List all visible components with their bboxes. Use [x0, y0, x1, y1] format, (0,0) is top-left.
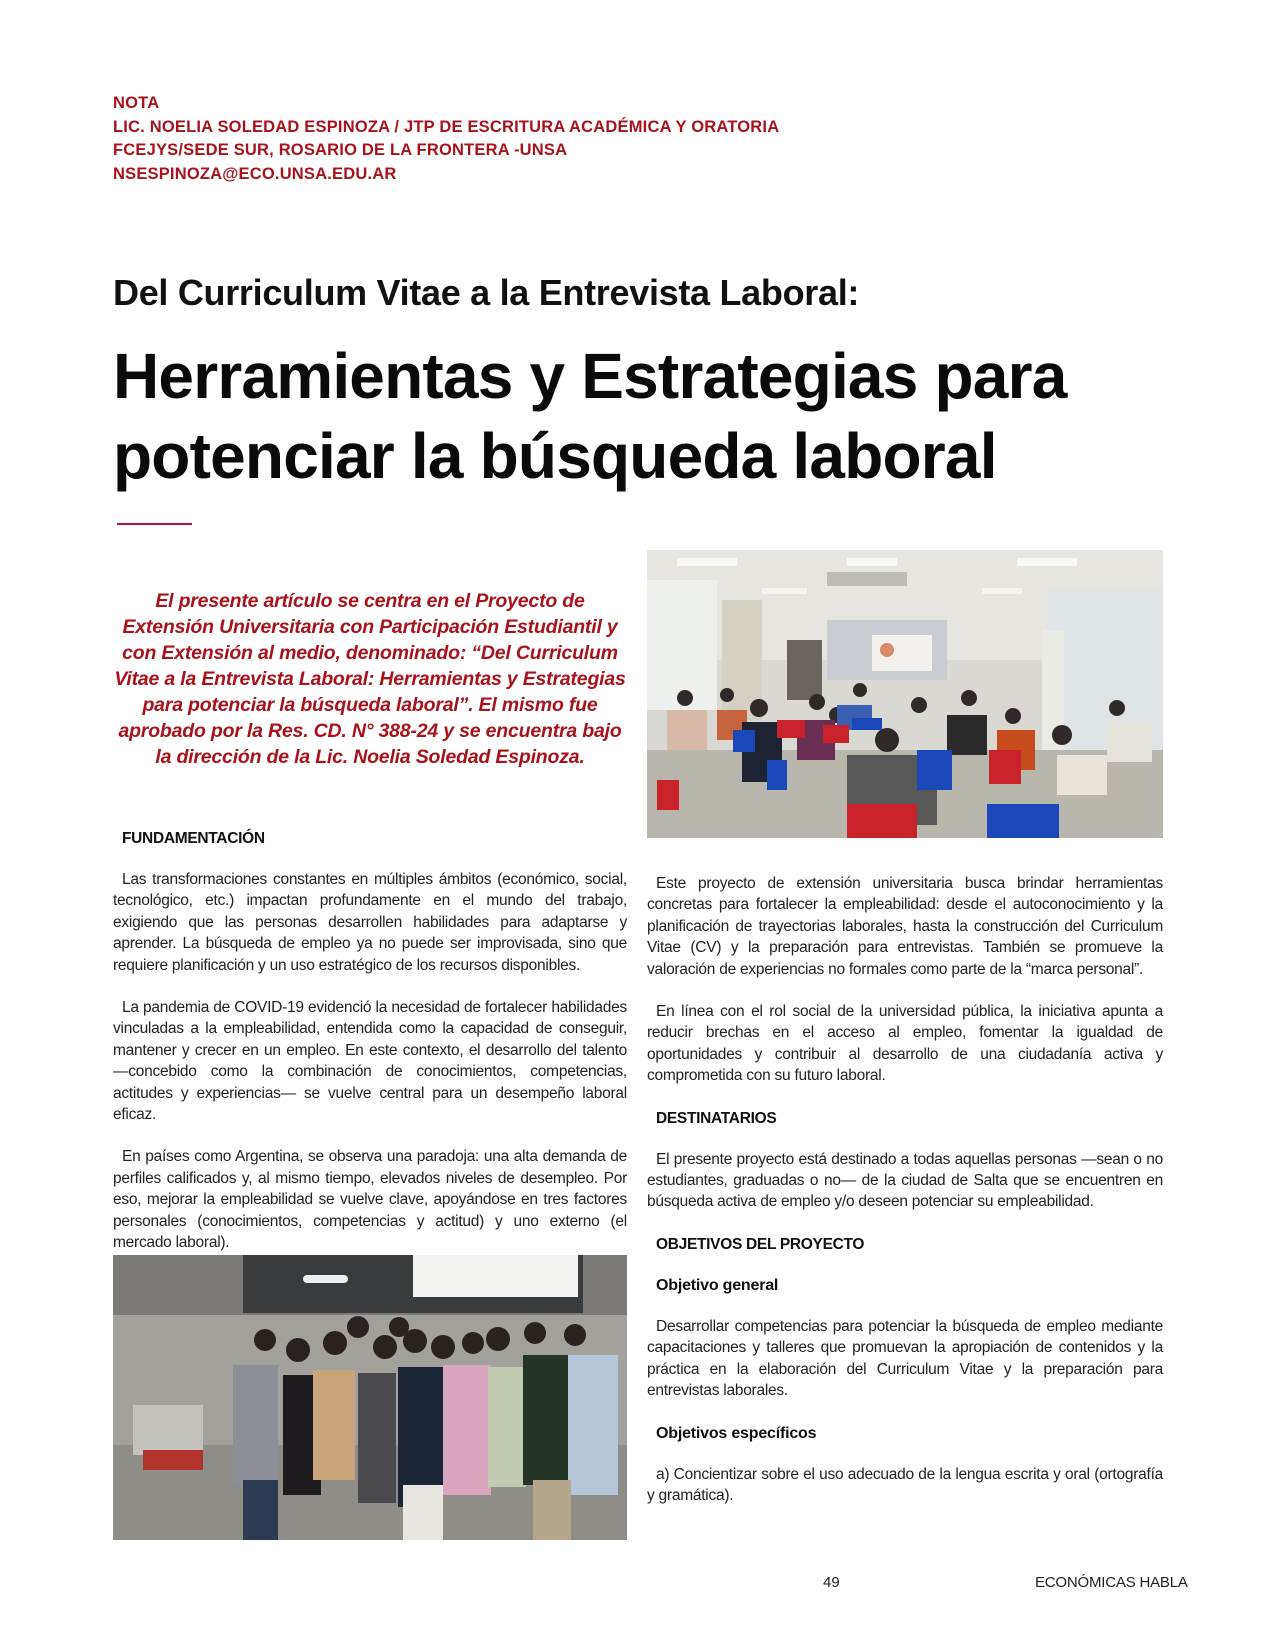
affiliation-line: FCEJYS/SEDE SUR, ROSARIO DE LA FRONTERA -UNSA	[113, 141, 568, 159]
article-title	[113, 336, 1193, 496]
section-label: NOTA	[113, 94, 160, 112]
body-paragraph: El presente proyecto está destinado a todas aquellas personas —sean o no estudiantes, graduadas o no— de la ciudad de Salta que se encuentren en búsqueda activa de empleo y/o deseen potenciar su empleabilidad.	[647, 1150, 1163, 1211]
author-line: LIC. NOELIA SOLEDAD ESPINOZA / JTP DE ESCRITURA ACADÉMICA Y ORATORIA	[113, 117, 780, 136]
section-heading-destinatarios: DESTINATARIOS	[656, 1109, 777, 1127]
left-column	[113, 828, 627, 1275]
body-paragraph: Este proyecto de extensión universitaria busca brindar herramientas concretas para fortalecer la empleabilidad: desde el autoconocimiento y la planificación de trayectorias laborales, hasta la construcción del Curriculum Vitae (CV) y la preparación para entrevistas. También se promueve la valoración de experiencias no formales como parte de la “marca personal”.	[647, 875, 1163, 978]
byline	[113, 92, 779, 186]
page-number: 49	[823, 1574, 840, 1591]
group-photo	[113, 1255, 627, 1540]
body-paragraph: Desarrollar competencias para potenciar la búsqueda de empleo mediante capacitaciones y talleres que promuevan la apropiación de contenidos y la práctica en la elaboración del Curriculum Vitae y la preparación para entrevistas laborales.	[647, 1317, 1163, 1400]
body-paragraph: En línea con el rol social de la universidad pública, la iniciativa apunta a reducir brechas en el acceso al empleo, fomentar la igualdad de oportunidades y contribuir al desarrollo de una ciudadanía activa y comprometida con su futuro laboral.	[647, 1003, 1163, 1085]
section-heading-fundamentacion: FUNDAMENTACIÓN	[122, 830, 265, 847]
title-line-1: Herramientas y Estrategias para	[113, 340, 1067, 412]
article-lead: El presente artículo se centra en el Proyecto de Extensión Universitaria con Participación Estudiantil y con Extensión al medio, denominado: “Del Curriculum Vitae a la Entrevista Laboral: Herramientas y Estrategias para potenciar la búsqueda laboral”. El mismo fue aprobado por la Res. CD. N° 388-24 y se encuentra bajo la dirección de la Lic. Noelia Soledad Espinoza.	[114, 590, 626, 768]
body-paragraph: Las transformaciones constantes en múltiples ámbitos (económico, social, tecnológico, etc.) impactan profundamente en el mundo del trabajo, exigiendo que las personas desarrollen habilidades para adaptarse y aprender. La búsqueda de empleo ya no puede ser improvisada, sino que requiere planificación y un uso estratégico de los recursos disponibles.	[113, 871, 627, 974]
author-email: NSESPINOZA@ECO.UNSA.EDU.AR	[113, 164, 397, 183]
classroom-workshop-photo	[647, 550, 1163, 838]
body-paragraph: La pandemia de COVID-19 evidenció la necesidad de fortalecer habilidades vinculadas a la empleabilidad, entendida como la capacidad de conseguir, mantener y crecer en un empleo. En este contexto, el desarrollo del talento —concebido como la combinación de conocimientos, competencias, actitudes y experiencias— se vuelve central para un desempeño laboral eficaz.	[113, 999, 627, 1124]
subheading-objetivo-general: Objetivo general	[656, 1276, 779, 1294]
section-heading-objetivos: OBJETIVOS DEL PROYECTO	[656, 1235, 865, 1253]
right-column	[647, 873, 1163, 1527]
subheading-objetivos-especificos: Objetivos específicos	[656, 1424, 817, 1442]
article-subtitle: Del Curriculum Vitae a la Entrevista Laboral:	[113, 272, 860, 313]
body-paragraph: En países como Argentina, se observa una paradoja: una alta demanda de perfiles calificados y, al mismo tiempo, elevados niveles de desempleo. Por eso, mejorar la empleabilidad se vuelve clave, apoyándose en tres factores personales (conocimientos, competencias y actitud) y uno externo (el mercado laboral).	[113, 1148, 627, 1252]
title-line-2: potenciar la búsqueda laboral	[113, 420, 997, 492]
title-divider	[117, 523, 192, 525]
magazine-name: ECONÓMICAS HABLA	[1035, 1574, 1188, 1591]
objective-item: a) Concientizar sobre el uso adecuado de la lengua escrita y oral (ortografía y gramática).	[647, 1465, 1163, 1504]
